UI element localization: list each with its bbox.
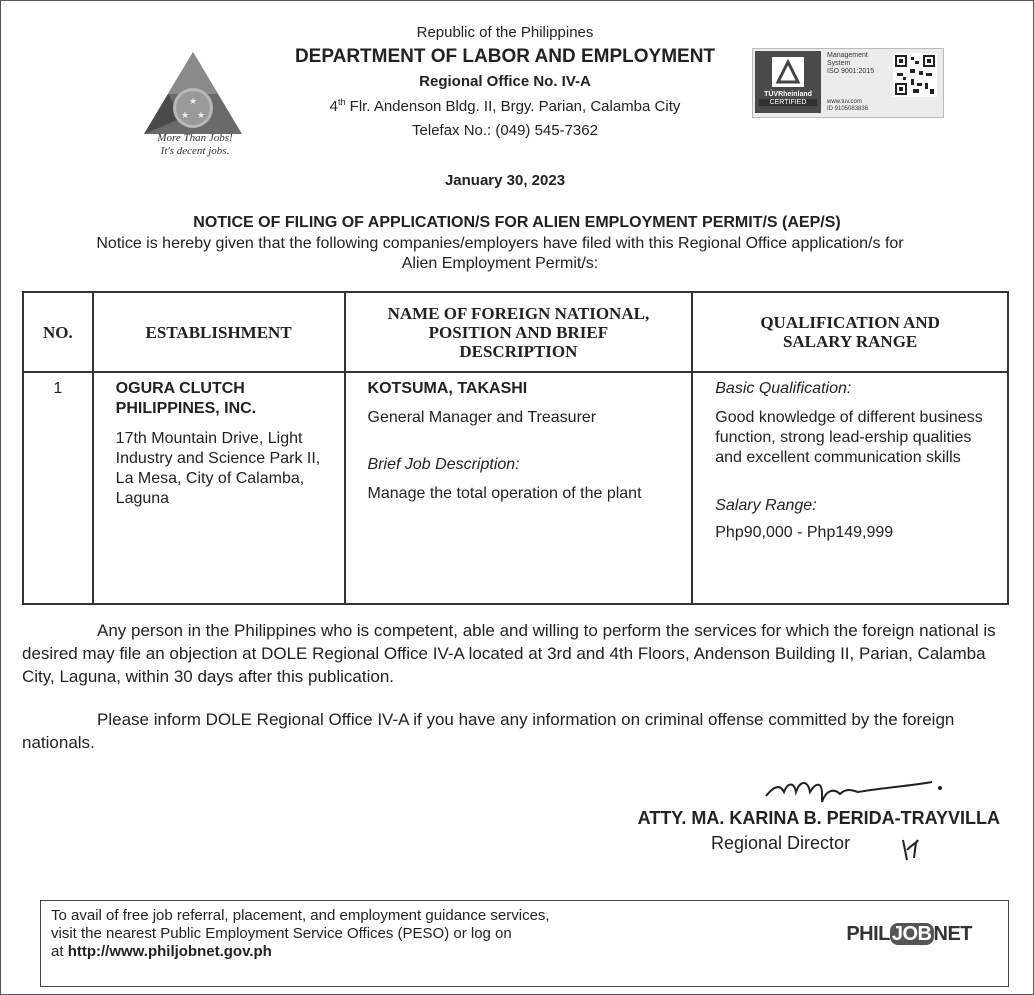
iso-certification-box xyxy=(752,48,944,118)
address-floor-suffix: th xyxy=(337,97,346,107)
foreign-national-name: KOTSUMA, TAKASHI xyxy=(367,380,528,397)
brief-description-label: Brief Job Description: xyxy=(367,456,520,473)
table-row xyxy=(23,372,1008,604)
tuv-badge xyxy=(755,51,821,113)
tuv-brand: TÜVRheinland xyxy=(764,91,812,98)
signatory-title: Regional Director xyxy=(711,833,851,853)
brief-description: Manage the total operation of the plant xyxy=(367,485,642,502)
svg-text:★: ★ xyxy=(196,110,206,120)
country-line: Republic of the Philippines xyxy=(416,24,594,41)
tagline-line-2: It's decent jobs. xyxy=(160,145,230,157)
criminal-offense-paragraph: Please inform DOLE Regional Office IV-A if you have any information on criminal offense committed by the foreign nationals. xyxy=(22,710,955,752)
footer-line-1: To avail of free job referral, placement, and employment guidance services, xyxy=(51,907,550,924)
company-name: OGURA CLUTCH PHILIPPINES, INC. xyxy=(115,380,257,417)
footer-line-3 xyxy=(51,943,550,961)
director-signature xyxy=(760,768,950,810)
telefax: Telefax No.: (049) 545-7362 xyxy=(412,122,598,139)
col-header-establishment: ESTABLISHMENT xyxy=(93,292,345,372)
tuv-certified: CERTIFIED xyxy=(759,99,817,106)
notice-intro-line-2: Alien Employment Permit/s: xyxy=(401,255,599,272)
cert-url xyxy=(827,99,868,113)
cell-foreign-national xyxy=(345,372,693,604)
cert-line-3: ISO 9001:2015 xyxy=(827,68,875,75)
company-address: 17th Mountain Drive, Light Industry and Science Park II, La Mesa, City of Calamba, Laguna xyxy=(115,430,321,507)
dole-triangle-icon xyxy=(138,48,248,138)
philjobnet-logo xyxy=(846,923,972,946)
cell-no: 1 xyxy=(23,372,93,604)
cert-website: www.tuv.com xyxy=(827,99,862,105)
address-floor-number: 4 xyxy=(329,98,338,115)
foreign-national-position: General Manager and Treasurer xyxy=(367,409,597,426)
col-header-foreign-national: NAME OF FOREIGN NATIONAL, POSITION AND BRIEF DESCRIPTION xyxy=(345,292,693,372)
col-header-no: NO. xyxy=(23,292,93,372)
philjobnet-logo-net: NET xyxy=(933,923,972,945)
footer-box xyxy=(40,900,1009,987)
notice-date: January 30, 2023 xyxy=(444,172,566,189)
philjobnet-logo-job: JOB xyxy=(891,923,932,945)
salary-range-label: Salary Range: xyxy=(715,497,817,514)
footer-line-2: visit the nearest Public Employment Service Offices (PESO) or log on xyxy=(51,925,512,942)
tuv-triangle-icon xyxy=(768,55,808,89)
logo-tagline xyxy=(140,132,250,158)
office-address xyxy=(260,97,750,115)
cert-id: ID 9105083836 xyxy=(827,106,869,112)
salary-range: Php90,000 - Php149,999 xyxy=(715,524,894,541)
basic-qualification: Good knowledge of different business function, strong lead-ership qualities and excellent communication skills xyxy=(715,409,983,466)
cert-line-1: Management xyxy=(827,52,868,59)
cell-establishment xyxy=(93,372,345,604)
notice-intro xyxy=(0,234,1000,274)
qr-code-icon xyxy=(893,53,937,97)
table-header-row xyxy=(23,292,1008,372)
notice-intro-line-1: Notice is hereby given that the following companies/employers have filed with this Regional Office application/s for xyxy=(96,235,904,252)
aep-table xyxy=(22,291,1009,605)
department-name: DEPARTMENT OF LABOR AND EMPLOYMENT xyxy=(294,46,716,67)
basic-qualification-label: Basic Qualification: xyxy=(715,380,852,397)
svg-text:★: ★ xyxy=(180,110,190,120)
address-rest: Flr. Andenson Bldg. II, Brgy. Parian, Calamba City xyxy=(345,98,681,115)
svg-text:★: ★ xyxy=(188,96,198,106)
regional-office: Regional Office No. IV-A xyxy=(419,73,591,90)
initials-mark xyxy=(898,834,924,864)
footer-line-3-prefix: at xyxy=(51,943,68,960)
signatory-name: ATTY. MA. KARINA B. PERIDA-TRAYVILLA xyxy=(637,808,1000,828)
footer-text xyxy=(51,907,550,961)
tagline-line-1: More Than Jobs! xyxy=(157,132,233,144)
cert-text xyxy=(827,52,874,76)
philjobnet-logo-phil: PHIL xyxy=(846,923,890,945)
cert-line-2: System xyxy=(827,60,851,67)
cell-qualification xyxy=(692,372,1008,604)
col-header-qualification: QUALIFICATION AND SALARY RANGE xyxy=(692,292,1008,372)
notice-title: NOTICE OF FILING OF APPLICATION/S FOR ALIEN EMPLOYMENT PERMIT/S (AEP/S) xyxy=(193,214,841,231)
objection-paragraph: Any person in the Philippines who is competent, able and willing to perform the services for which the foreign national is desired may file an objection at DOLE Regional Office IV-A located at 3rd and 4th Floors, Andenson Building II, Parian, Calamba City, Laguna, within 30 days after this publication. xyxy=(22,621,996,686)
philjobnet-link[interactable]: http://www.philjobnet.gov.ph xyxy=(67,943,272,960)
